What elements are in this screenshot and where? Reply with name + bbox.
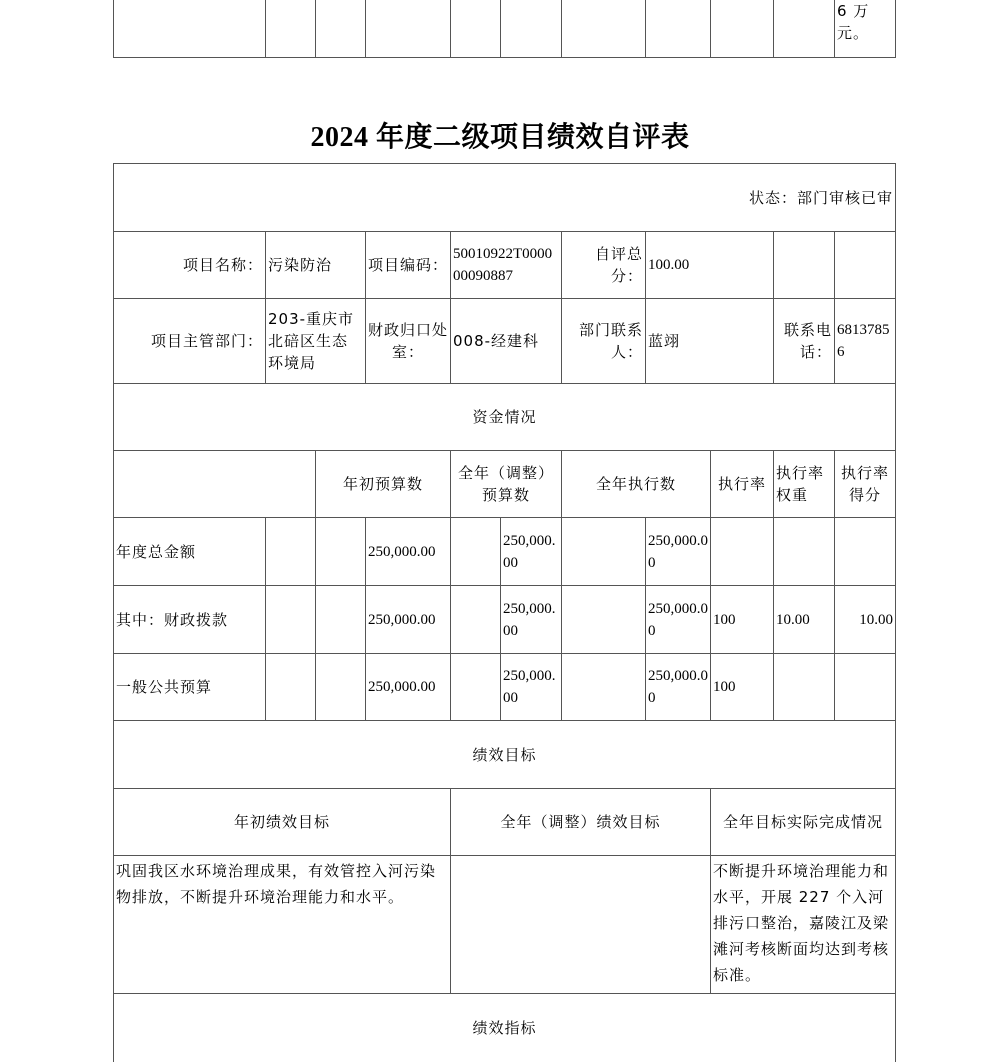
- empty-cell: [266, 654, 316, 721]
- executed-value: 250,000.00: [646, 586, 711, 654]
- funds-row: [114, 654, 896, 721]
- dept-label: 项目主管部门：: [114, 299, 266, 384]
- project-name-label: 项目名称：: [114, 232, 266, 299]
- empty-cell: [562, 654, 646, 721]
- initial-goal-text: 巩固我区水环境治理成果，有效管控入河污染物排放，不断提升环境治理能力和水平。: [114, 856, 451, 994]
- exec-weight-value: 10.00: [774, 586, 835, 654]
- exec-weight-value: [774, 654, 835, 721]
- project-code-label: 项目编码：: [366, 232, 451, 299]
- empty-cell: [451, 654, 501, 721]
- exec-score-value: 10.00: [835, 586, 896, 654]
- phone-value: 68137856: [835, 299, 896, 384]
- finance-office-label: 财政归口处室：: [366, 299, 451, 384]
- exec-score-value: [835, 518, 896, 586]
- dept-value: 203-重庆市北碚区生态环境局: [266, 299, 366, 384]
- prev-last-cell: 6 万元。: [835, 0, 896, 57]
- prev-cell: [501, 0, 562, 57]
- actual-completion-text: 不断提升环境治理能力和水平，开展 227 个入河排污口整治，嘉陵江及梁滩河考核断面均达到考核标准。: [711, 856, 896, 994]
- indicators-section-title: 绩效指标: [114, 994, 896, 1062]
- funds-section-title: 资金情况: [114, 384, 896, 451]
- initial-budget-value: 250,000.00: [366, 654, 451, 721]
- empty-cell: [316, 654, 366, 721]
- adjusted-budget-value: 250,000.00: [501, 586, 562, 654]
- executed-value: 250,000.00: [646, 654, 711, 721]
- prev-cell: [562, 0, 646, 57]
- exec-rate-value: 100: [711, 654, 774, 721]
- empty-cell: [451, 518, 501, 586]
- header-adjusted-budget: 全年（调整）预算数: [451, 451, 562, 518]
- funds-row: [114, 518, 896, 586]
- exec-score-value: [835, 654, 896, 721]
- page-title: 2024 年度二级项目绩效自评表: [310, 122, 690, 153]
- prev-cell: [646, 0, 711, 57]
- header-exec-score: 执行率得分: [835, 451, 896, 518]
- prev-cell: [451, 0, 501, 57]
- empty-cell: [835, 232, 896, 299]
- project-name-value: 污染防治: [266, 232, 366, 299]
- prev-cell: [774, 0, 835, 57]
- exec-rate-value: [711, 518, 774, 586]
- empty-cell: [451, 586, 501, 654]
- project-code-value: 50010922T000000090887: [451, 232, 562, 299]
- initial-budget-value: 250,000.00: [366, 518, 451, 586]
- goals-section-title: 绩效目标: [114, 721, 896, 789]
- prev-cell: [366, 0, 451, 57]
- funds-row-label: 其中：财政拨款: [114, 586, 266, 654]
- header-adjusted-goal: 全年（调整）绩效目标: [451, 789, 711, 856]
- header-executed: 全年执行数: [562, 451, 711, 518]
- empty-cell: [266, 586, 316, 654]
- initial-budget-value: 250,000.00: [366, 586, 451, 654]
- empty-cell: [266, 518, 316, 586]
- adjusted-goal-text: [451, 856, 711, 994]
- adjusted-budget-value: 250,000.00: [501, 654, 562, 721]
- empty-cell: [316, 518, 366, 586]
- empty-cell: [562, 518, 646, 586]
- header-exec-weight: 执行率权重: [774, 451, 835, 518]
- funds-header-blank: [114, 451, 316, 518]
- self-score-value: 100.00: [646, 232, 774, 299]
- exec-weight-value: [774, 518, 835, 586]
- header-actual-completion: 全年目标实际完成情况: [711, 789, 896, 856]
- self-score-label: 自评总分：: [562, 232, 646, 299]
- contact-value: 蓝翊: [646, 299, 774, 384]
- header-initial-budget: 年初预算数: [316, 451, 451, 518]
- previous-table-tail: [113, 0, 896, 58]
- funds-row-label: 一般公共预算: [114, 654, 266, 721]
- prev-cell: [711, 0, 774, 57]
- adjusted-budget-value: 250,000.00: [501, 518, 562, 586]
- empty-cell: [316, 586, 366, 654]
- performance-self-evaluation-table: [113, 163, 896, 1062]
- executed-value: 250,000.00: [646, 518, 711, 586]
- exec-rate-value: 100: [711, 586, 774, 654]
- status-text: 状态：部门审核已审: [114, 164, 896, 232]
- finance-office-value: 008-经建科: [451, 299, 562, 384]
- phone-label: 联系电话：: [774, 299, 835, 384]
- contact-label: 部门联系人：: [562, 299, 646, 384]
- prev-cell: [266, 0, 316, 57]
- empty-cell: [562, 586, 646, 654]
- funds-row: [114, 586, 896, 654]
- prev-cell: [114, 0, 266, 57]
- header-exec-rate: 执行率: [711, 451, 774, 518]
- funds-row-label: 年度总金额: [114, 518, 266, 586]
- prev-cell: [316, 0, 366, 57]
- header-initial-goal: 年初绩效目标: [114, 789, 451, 856]
- empty-cell: [774, 232, 835, 299]
